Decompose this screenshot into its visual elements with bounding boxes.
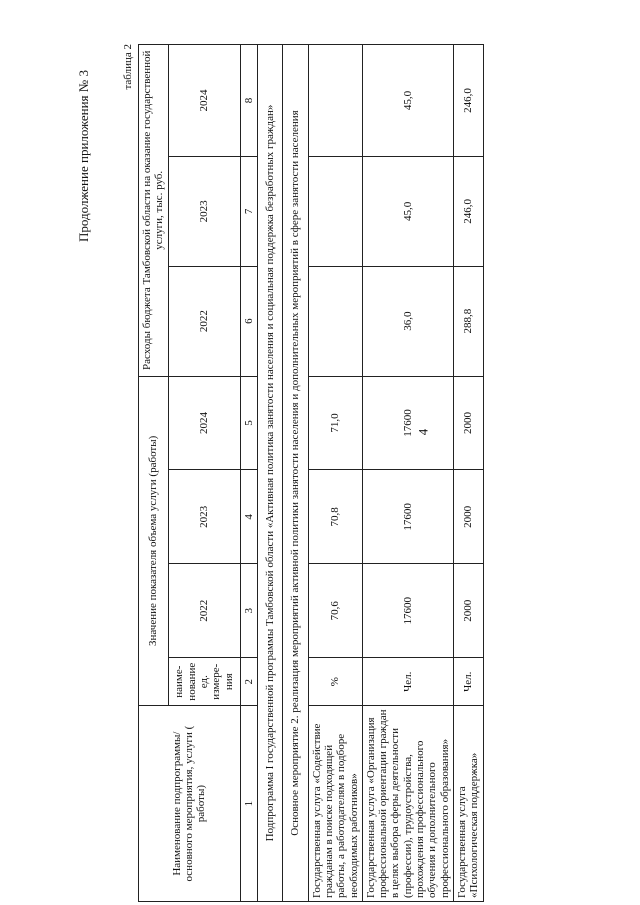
header-expense-group: Расходы бюджета Тамбовской области на оказание государственной услуги, тыс. руб. bbox=[139, 45, 169, 377]
column-number-row bbox=[240, 45, 257, 902]
main-event-row bbox=[283, 45, 308, 902]
expense-cell bbox=[308, 156, 362, 266]
value-cell: 17600 bbox=[362, 564, 453, 658]
header-year: 2022 bbox=[168, 564, 240, 658]
header-unit: наиме-нование ед. измере-ния bbox=[168, 658, 240, 706]
expense-cell: 246,0 bbox=[454, 45, 484, 157]
value-cell: 2000 bbox=[454, 564, 484, 658]
data-table bbox=[138, 44, 484, 902]
unit-cell: Чел. bbox=[454, 658, 484, 706]
column-number: 4 bbox=[240, 470, 257, 564]
column-number: 5 bbox=[240, 376, 257, 470]
expense-cell: 45,0 bbox=[362, 156, 453, 266]
value-cell: 2000 bbox=[454, 376, 484, 470]
service-name: Государственная услуга «Психологическая поддержка» bbox=[454, 706, 484, 902]
column-number: 1 bbox=[240, 706, 257, 902]
page-number: 4 bbox=[415, 428, 431, 436]
unit-cell: Чел. bbox=[362, 658, 453, 706]
main-event-title: Основное мероприятие 2. реализация мероприятий активной политики занятости населения и дополнительных мероприятий в сфере занятости населения bbox=[283, 45, 308, 902]
value-cell: 71,0 bbox=[308, 376, 362, 470]
header-year: 2024 bbox=[168, 376, 240, 470]
column-number: 3 bbox=[240, 564, 257, 658]
column-number: 2 bbox=[240, 658, 257, 706]
value-cell: 17600 bbox=[362, 470, 453, 564]
expense-cell: 288,8 bbox=[454, 266, 484, 376]
column-number: 6 bbox=[240, 266, 257, 376]
rotated-page bbox=[122, 44, 582, 902]
expense-cell: 45,0 bbox=[362, 45, 453, 157]
unit-cell: % bbox=[308, 658, 362, 706]
table-label: таблица 2 bbox=[122, 44, 134, 90]
column-number: 8 bbox=[240, 45, 257, 157]
header-note-text: Продолжение приложения № 3 bbox=[76, 70, 91, 242]
service-name: Государственная услуга «Организация профессиональной ориентации граждан в целях выбора сферы деятельности (профессии), трудоустройства, прохождения профессионального обучения и дополнительного профессионального образования» bbox=[362, 706, 453, 902]
subprogram-row bbox=[257, 45, 282, 902]
table-row bbox=[308, 45, 362, 902]
header-name-col: Наименование подпрограммы/ основного мероприятия, услуги ( работы) bbox=[139, 706, 241, 902]
value-cell: 70,6 bbox=[308, 564, 362, 658]
header-row-1 bbox=[139, 45, 169, 902]
expense-cell: 36,0 bbox=[362, 266, 453, 376]
value-cell: 70,8 bbox=[308, 470, 362, 564]
header-year: 2022 bbox=[168, 266, 240, 376]
table-row bbox=[362, 45, 453, 902]
rotated-content bbox=[122, 44, 582, 902]
service-name: Государственная услуга «Содействие гражданам в поиске подходящей работы, а работодателям в подборе необходимых работников» bbox=[308, 706, 362, 902]
header-note bbox=[74, 48, 94, 268]
table-row bbox=[454, 45, 484, 902]
value-cell: 2000 bbox=[454, 470, 484, 564]
subprogram-title: Подпрограмма I государственной программы Тамбовской области «Активная политика занятости населения и социальная поддержка безработных граждан» bbox=[257, 45, 282, 902]
expense-cell bbox=[308, 45, 362, 157]
header-year: 2023 bbox=[168, 156, 240, 266]
expense-cell bbox=[308, 266, 362, 376]
header-year: 2023 bbox=[168, 470, 240, 564]
header-year: 2024 bbox=[168, 45, 240, 157]
column-number: 7 bbox=[240, 156, 257, 266]
value-cell: 17600 bbox=[362, 376, 453, 470]
expense-cell: 246,0 bbox=[454, 156, 484, 266]
header-indicator-group: Значение показателя объема услуги (работы) bbox=[139, 376, 169, 706]
